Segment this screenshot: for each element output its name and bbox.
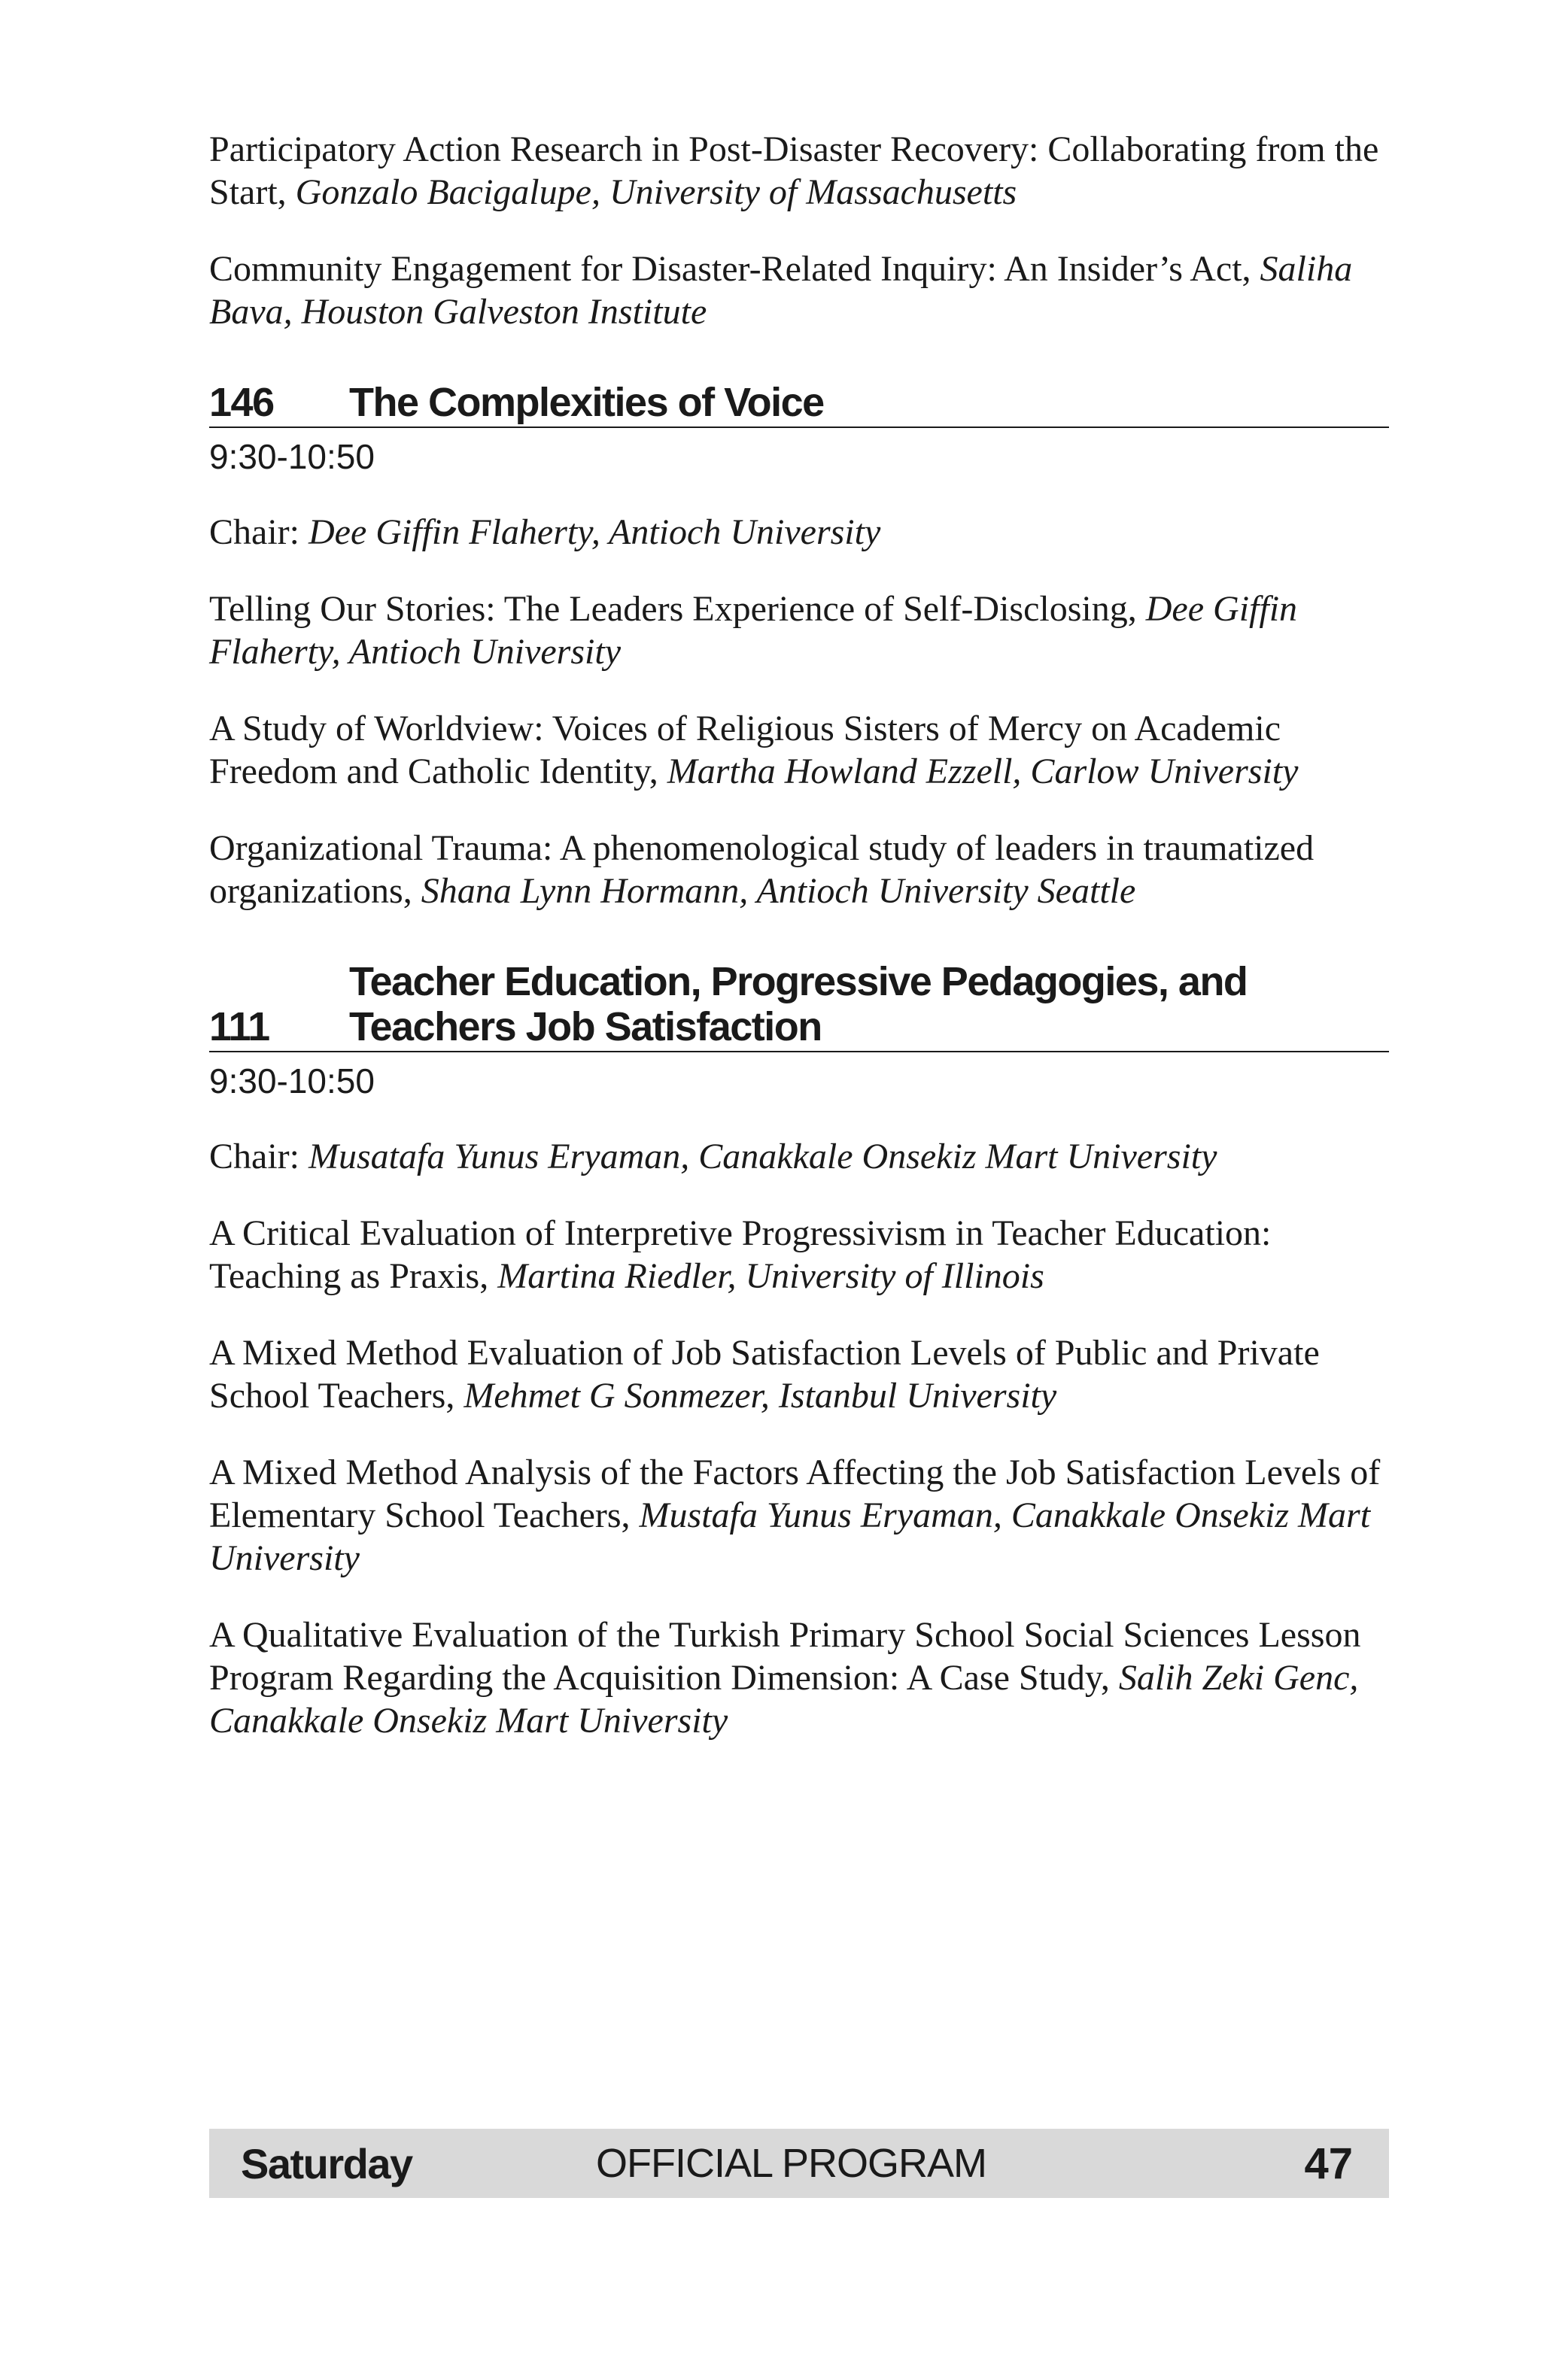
session-time: 9:30-10:50 xyxy=(209,437,375,476)
chair-name: Dee Giffin Flaherty, Antioch University xyxy=(308,512,881,552)
page-footer xyxy=(209,2129,1389,2198)
chair-name: Musatafa Yunus Eryaman, Canakkale Onsekiz Mart University xyxy=(308,1137,1217,1176)
presentation-entry xyxy=(209,827,1389,912)
session-time: 9:30-10:50 xyxy=(209,1061,375,1100)
session-title: The Complexities of Voice xyxy=(349,380,824,425)
session-chair: Chair: Musatafa Yunus Eryaman, Canakkale Onsekiz Mart University xyxy=(209,1137,1217,1176)
presentation-author: Salih Zeki Genc, Canakkale Onsekiz Mart University xyxy=(209,1658,1359,1741)
session-number: 111 xyxy=(209,1004,269,1049)
presentation-entry xyxy=(209,1451,1389,1580)
presentation-author: Saliha Bava, Houston Galveston Institute xyxy=(209,249,1353,332)
presentation-title: Organizational Trauma: A phenomenological study of leaders in traumatized organizations, xyxy=(209,828,1315,911)
session-header xyxy=(209,959,1389,1052)
presentation-entry xyxy=(209,707,1389,793)
presentation-title: A Mixed Method Evaluation of Job Satisfaction Levels of Public and Private School Teachers, xyxy=(209,1333,1320,1416)
presentation-entry xyxy=(209,1212,1389,1298)
presentation-author: Gonzalo Bacigalupe, University of Massachusetts xyxy=(295,172,1017,212)
presentation-author: Martha Howland Ezzell, Carlow University xyxy=(667,751,1299,791)
session-title: Teacher Education, Progressive Pedagogies, and Teachers Job Satisfaction xyxy=(349,959,1248,1049)
presentation-title: Telling Our Stories: The Leaders Experience of Self-Disclosing, xyxy=(209,589,1146,629)
presentation-title: A Critical Evaluation of Interpretive Progressivism in Teacher Education: Teaching as Praxis, xyxy=(209,1213,1272,1296)
session-146 xyxy=(209,380,1389,912)
presentation-title: A Qualitative Evaluation of the Turkish Primary School Social Sciences Lesson Program Regarding the Acquisition Dimension: A Case Study, xyxy=(209,1615,1361,1698)
presentation-entry xyxy=(209,247,1389,333)
presentation-author: Mustafa Yunus Eryaman, Canakkale Onsekiz Mart University xyxy=(209,1495,1371,1578)
session-111 xyxy=(209,959,1389,1742)
session-chair: Chair: Dee Giffin Flaherty, Antioch University xyxy=(209,512,881,552)
presentation-entry xyxy=(209,587,1389,673)
page-number: 47 xyxy=(1304,2139,1353,2188)
presentation-author: Mehmet G Sonmezer, Istanbul University xyxy=(464,1376,1057,1416)
presentation-title: Participatory Action Research in Post-Disaster Recovery: Collaborating from the Start, xyxy=(209,129,1379,212)
presentation-title: Community Engagement for Disaster-Related Inquiry: An Insider’s Act, xyxy=(209,249,1260,289)
session-number: 146 xyxy=(209,380,274,425)
presentation-author: Dee Giffin Flaherty, Antioch University xyxy=(209,589,1298,672)
presentation-entry xyxy=(209,128,1389,214)
presentation-author: Martina Riedler, University of Illinois xyxy=(497,1256,1044,1296)
presentation-entry xyxy=(209,1613,1389,1742)
presentation-entry xyxy=(209,1331,1389,1417)
presentation-author: Shana Lynn Hormann, Antioch University Seattle xyxy=(421,871,1136,911)
presentation-title: A Study of Worldview: Voices of Religious Sisters of Mercy on Academic Freedom and Catholic Identity, xyxy=(209,709,1281,791)
presentation-title: A Mixed Method Analysis of the Factors Affecting the Job Satisfaction Levels of Elementary School Teachers, xyxy=(209,1453,1381,1535)
footer-program-title: OFFICIAL PROGRAM xyxy=(596,2141,987,2186)
session-header xyxy=(209,380,1389,428)
program-page xyxy=(209,128,1389,1776)
footer-day: Saturday xyxy=(241,2139,412,2187)
